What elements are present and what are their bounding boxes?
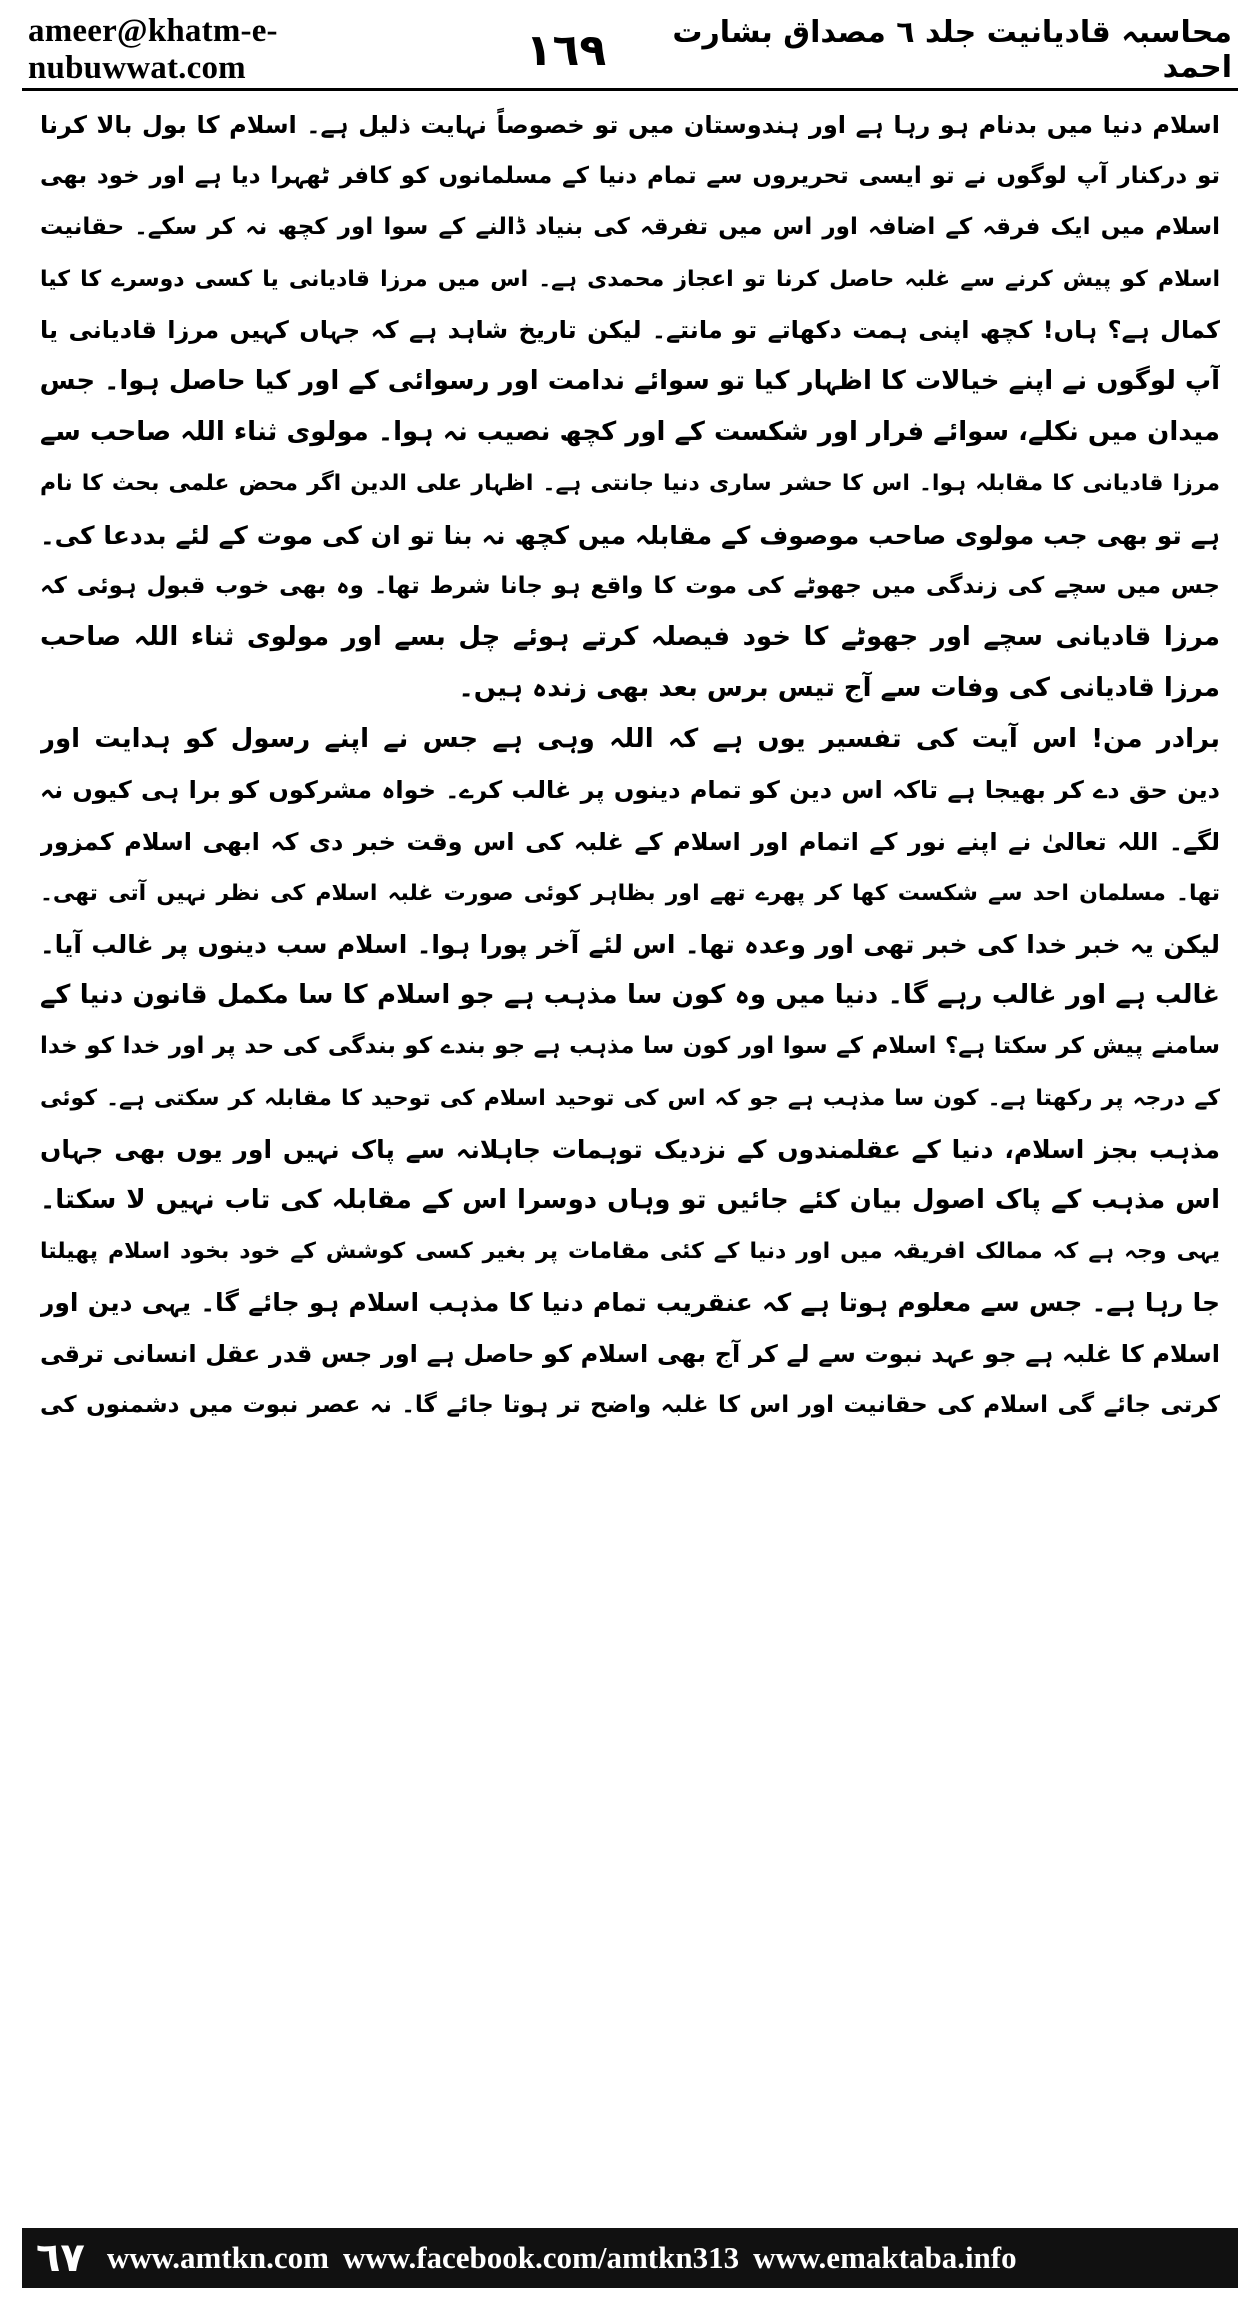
text-line: آپ لوگوں نے اپنے خیالات کا اظہار کیا تو سوائے ندامت اور رسوائی کے اور کیا حاصل ہوا۔ جس [40, 365, 1220, 396]
text-line: ہے تو بھی جب مولوی صاحب موصوف کے مقابلہ میں کچھ نہ بنا تو ان کی موت کے لئے بددعا کی۔ [40, 520, 1220, 550]
footer-link-amtkn[interactable]: www.amtkn.com [106, 2240, 329, 2275]
text-line: جس میں سچے کی زندگی میں جھوٹے کی موت کا واقع ہو جانا شرط تھا۔ وہ بھی خوب قبول ہوئی کہ [40, 572, 1220, 599]
text-line: برادر من! اس آیت کی تفسیر یوں ہے کہ اللہ وہی ہے جس نے اپنے رسول کو ہدایت اور [40, 724, 1220, 755]
page-footer [22, 2228, 1238, 2288]
text-line: یہی وجہ ہے کہ ممالک افریقہ میں اور دنیا کے کئی مقامات پر بغیر کسی کوشش کے خود بخود اسلام پھیلتا [40, 1239, 1220, 1265]
text-line: غالب ہے اور غالب رہے گا۔ دنیا میں وہ کون سا مذہب ہے جو اسلام کا سا مکمل قانون دنیا کے [40, 980, 1220, 1011]
footer-page-number: ٦٧ [36, 2235, 85, 2281]
text-line: اسلام دنیا میں بدنام ہو رہا ہے اور ہندوستان میں تو خصوصاً نہایت ذلیل ہے۔ اسلام کا بول بالا کرنا [40, 111, 1220, 139]
text-line: اسلام کا غلبہ ہے جو عہد نبوت سے لے کر آج بھی اسلام کو حاصل ہے اور جس قدر عقل انسانی ترقی [40, 1339, 1220, 1368]
text-line: کمال ہے؟ ہاں! کچھ اپنی ہمت دکھاتے تو مانتے۔ لیکن تاریخ شاہد ہے کہ جہاں کہیں مرزا قادیانی یا [40, 315, 1220, 344]
page-header [28, 13, 1232, 86]
text-line: مذہب بجز اسلام، دنیا کے عقلمندوں کے نزدیک توہمات جاہلانہ سے پاک نہیں اور یوں بھی جہاں [40, 1134, 1220, 1164]
text-line: مرزا قادیانی کی وفات سے آج تیس برس بعد بھی زندہ ہیں۔ [458, 673, 1220, 704]
body-text [40, 100, 1220, 2150]
text-line: تھا۔ مسلمان احد سے شکست کھا کر پھرے تھے اور بظاہر کوئی صورت غلبہ اسلام کی نظر نہیں آتی تھی۔ [40, 880, 1220, 906]
header-book-title: محاسبہ قادیانیت جلد ٦ مصداق بشارت احمد [672, 15, 1232, 85]
text-line: لیکن یہ خبر خدا کی خبر تھی اور وعدہ تھا۔ اس لئے آخر پورا ہوا۔ اسلام سب دینوں پر غالب آیا۔ [40, 930, 1220, 959]
text-line: دین حق دے کر بھیجا ہے تاکہ اس دین کو تمام دینوں پر غالب کرے۔ خواہ مشرکوں کو برا ہی کیوں نہ [40, 776, 1220, 805]
header-page-number: ١٦٩ [525, 24, 607, 76]
text-line: اسلام کو پیش کرنے سے غلبہ حاصل کرنا تو اعجاز محمدی ہے۔ اس میں مرزا قادیانی یا کسی دوسرے کا کیا [40, 266, 1220, 292]
text-line: لگے۔ اللہ تعالیٰ نے اپنے نور کے اتمام اور اسلام کے غلبہ کی اس وقت خبر دی کہ ابھی اسلام کمزور [40, 827, 1220, 856]
footer-links [107, 2240, 1017, 2276]
header-divider [22, 88, 1238, 91]
text-line: سامنے پیش کر سکتا ہے؟ اسلام کے سوا اور کون سا مذہب ہے جو بندے کو بندگی کی حد پر اور خدا کو خدا [40, 1033, 1220, 1060]
text-line: مرزا قادیانی کا مقابلہ ہوا۔ اس کا حشر ساری دنیا جانتی ہے۔ اظہار علی الدین اگر محض علمی بحث کا نام [40, 471, 1220, 497]
text-line: کے درجہ پر رکھتا ہے۔ کون سا مذہب ہے جو کہ اس کی توحید اسلام کی توحید کا مقابلہ کر سکتی ہے۔ کوئی [40, 1085, 1220, 1111]
text-line: تو درکنار آپ لوگوں نے تو ایسی تحریروں سے تمام دنیا کے مسلمانوں کو کافر ٹھہرا دیا ہے اور خود بھی [40, 163, 1220, 190]
text-line: جا رہا ہے۔ جس سے معلوم ہوتا ہے کہ عنقریب تمام دنیا کا مذہب اسلام ہو جائے گا۔ یہی دین اور [40, 1288, 1220, 1318]
text-line: میدان میں نکلے، سوائے فرار اور شکست کے اور کچھ نصیب نہ ہوا۔ مولوی ثناء اللہ صاحب سے [40, 417, 1220, 448]
footer-link-emaktaba[interactable]: www.emaktaba.info [753, 2240, 1017, 2275]
text-line: مرزا قادیانی سچے اور جھوٹے کا خود فیصلہ کرتے ہوئے چل بسے اور مولوی ثناء اللہ صاحب [40, 621, 1220, 652]
text-line: کرتی جائے گی اسلام کی حقانیت اور اس کا غلبہ واضح تر ہوتا جائے گا۔ نہ عصر نبوت میں دشمنوں کی [40, 1391, 1220, 1418]
text-line: اسلام میں ایک فرقہ کے اضافہ اور اس میں تفرقہ کی بنیاد ڈالنے کے سوا اور کچھ نہ کر سکے۔ حقانیت [40, 214, 1220, 241]
text-line: اس مذہب کے پاک اصول بیان کئے جائیں تو وہاں دوسرا اس کے مقابلہ کی تاب نہیں لا سکتا۔ [40, 1184, 1220, 1215]
footer-link-facebook[interactable]: www.facebook.com/amtkn313 [343, 2240, 740, 2275]
header-email[interactable]: ameer@khatm-e-nubuwwat.com [28, 13, 278, 86]
